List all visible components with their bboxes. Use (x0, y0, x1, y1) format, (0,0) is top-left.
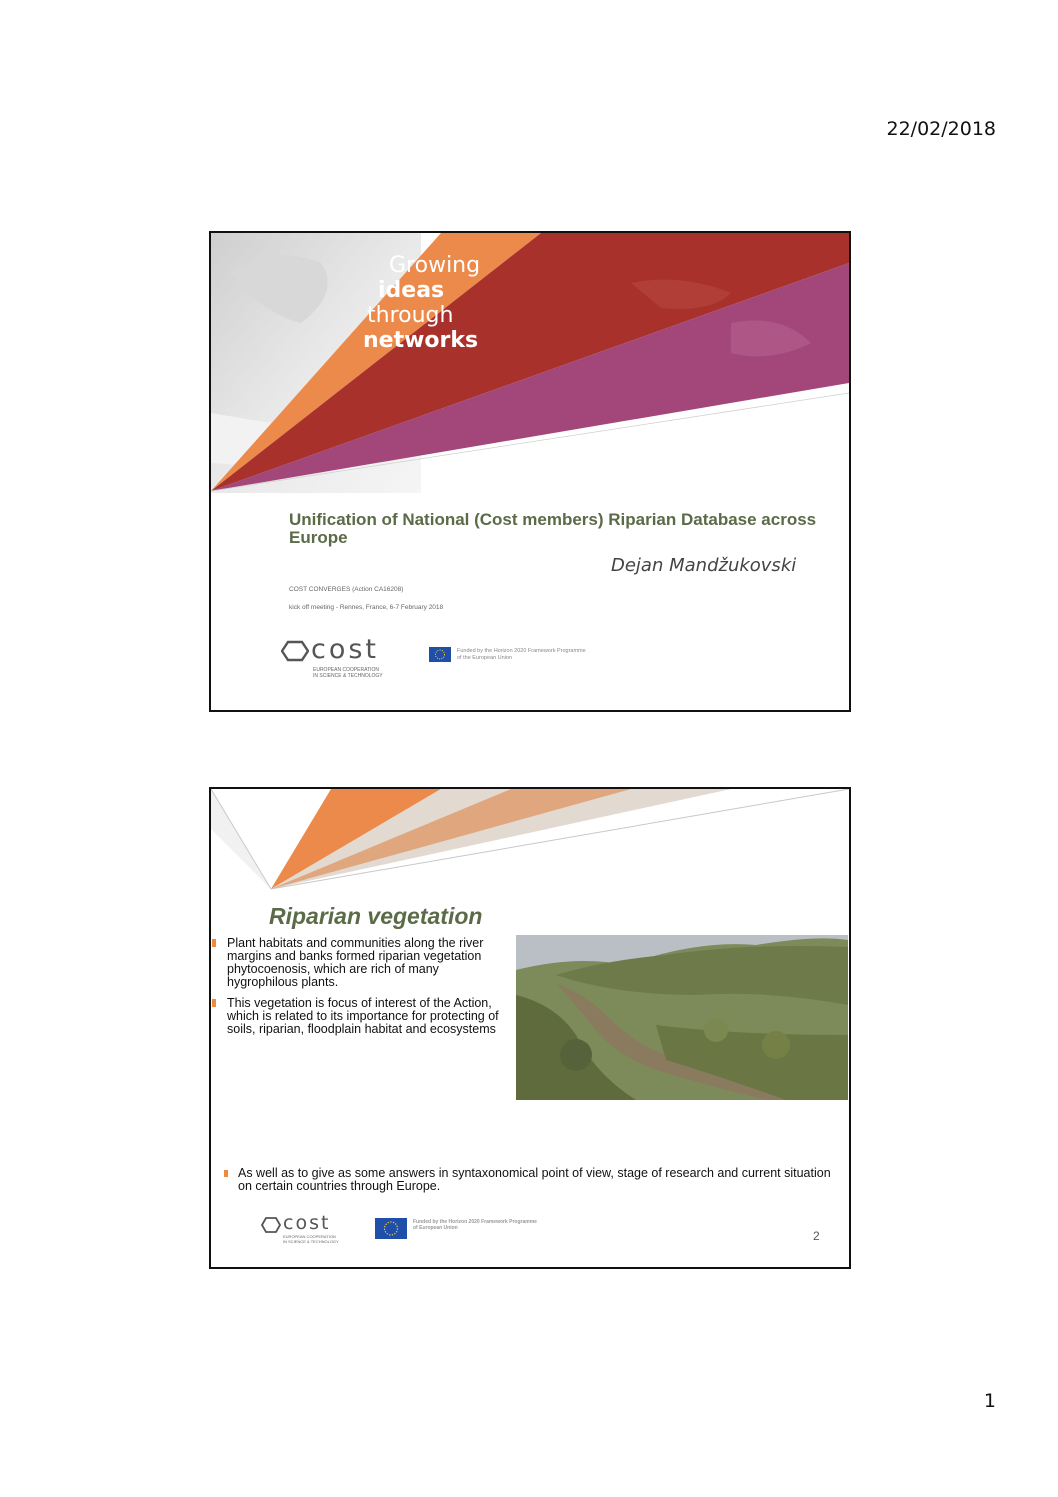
eu-funding-text (457, 648, 657, 662)
tagline-line-3: through (367, 303, 454, 328)
cost-tagline-2: IN SCIENCE & TECHNOLOGY (313, 673, 383, 679)
action-name: COST CONVERGES (Action CA16208) (289, 586, 404, 593)
eu-funding-line-1: Funded by the Horizon 2020 Framework Programme (457, 648, 586, 654)
cost-tagline (283, 1234, 373, 1244)
eu-funding-line-1: Funded by the Horizon 2020 Framework Programme (413, 1219, 537, 1225)
header-graphic (211, 233, 849, 493)
title-slide (209, 231, 851, 712)
tagline-line-4: networks (363, 328, 479, 353)
presentation-title: Unification of National (Cost members) Riparian Database across Europe (289, 510, 817, 547)
bullet-item: This vegetation is focus of interest of the Action, which is related to its importance for protecting of soils, riparian, floodplain habitat and ecosystems (211, 997, 511, 1036)
eu-flag-icon (429, 647, 451, 662)
eu-funding-text (413, 1219, 633, 1231)
cost-logo-icon (281, 640, 309, 662)
bullet-list (211, 937, 511, 1044)
eu-flag-icon (375, 1218, 407, 1239)
slide-number: 2 (813, 1229, 820, 1243)
cost-tagline-2: IN SCIENCE & TECHNOLOGY (283, 1239, 339, 1244)
author-name: Dejan Mandžukovski (611, 555, 797, 576)
content-slide (209, 787, 851, 1269)
tagline-line-1: Growing (389, 253, 481, 278)
eu-funding-line-2: of European Union (413, 1225, 458, 1231)
river-photo (516, 935, 848, 1100)
bullet-item: Plant habitats and communities along the river margins and banks formed riparian vegetation phytocoenosis, which are rich of many hygrophilous plants. (211, 937, 511, 989)
cost-tagline-1: EUROPEAN COOPERATION (283, 1234, 336, 1239)
header-graphic (211, 789, 849, 899)
eu-funding-line-2: of the European Union (457, 655, 513, 661)
page-number: 1 (983, 1390, 996, 1412)
bottom-bullet: As well as to give as some answers in syntaxonomical point of view, stage of research and current situation on certain countries through Europe. (223, 1167, 838, 1193)
cost-tagline (313, 667, 433, 679)
slide-title: Riparian vegetation (269, 903, 483, 929)
tagline-line-2: ideas (378, 278, 445, 303)
ray-line-1 (211, 789, 271, 889)
tagline (363, 253, 480, 353)
cost-wordmark: cost (311, 634, 380, 665)
cost-tagline-1: EUROPEAN COOPERATION (313, 667, 380, 673)
cost-logo-icon (261, 1217, 281, 1233)
cost-wordmark: cost (283, 1212, 331, 1234)
page-date: 22/02/2018 (886, 118, 996, 140)
meeting-info: kick off meeting - Rennes, France, 6-7 February 2018 (289, 604, 444, 611)
